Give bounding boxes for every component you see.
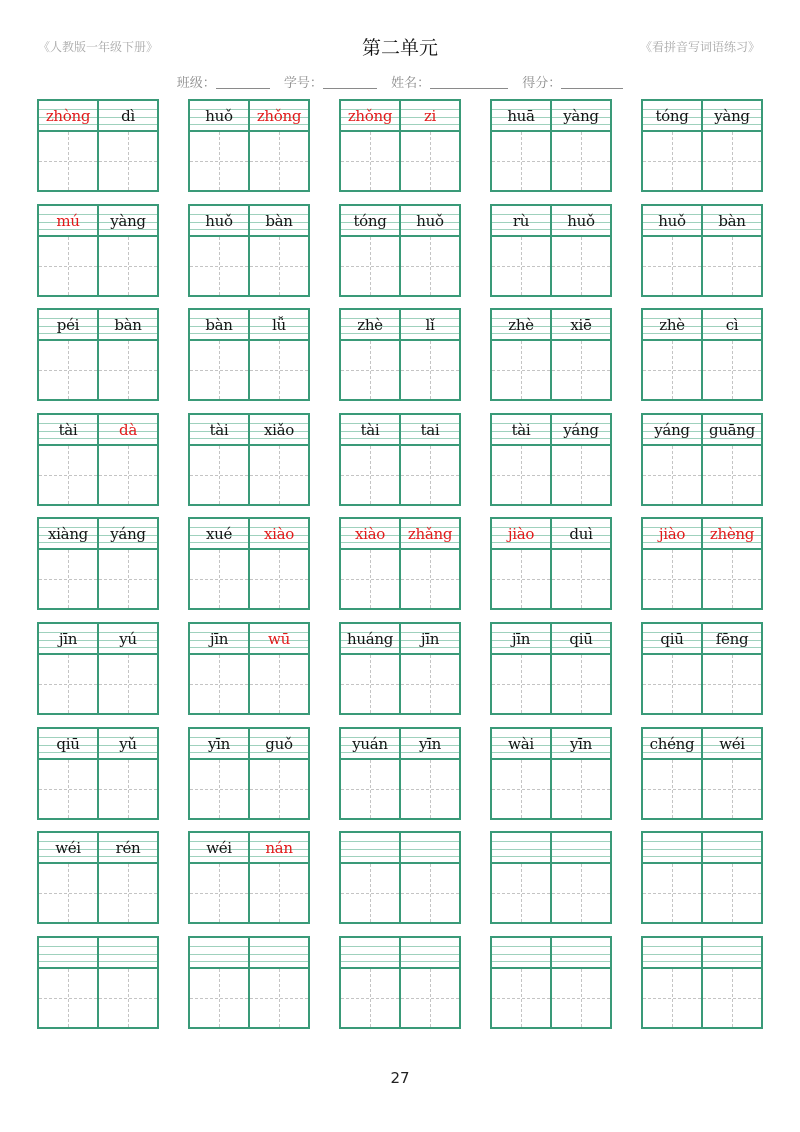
- word-box[interactable]: [339, 622, 461, 715]
- pinyin-syllable: yú: [119, 630, 137, 648]
- tianzige-guide-vertical: [219, 341, 220, 399]
- tianzige-guide-vertical: [370, 864, 371, 922]
- character-divider: [701, 938, 703, 1027]
- tianzige-guide-horizontal: [492, 579, 610, 580]
- tianzige-guide-vertical: [430, 864, 431, 922]
- character-divider: [701, 833, 703, 922]
- pinyin-syllable: zhǒng: [256, 107, 302, 125]
- word-box[interactable]: [37, 727, 159, 820]
- pinyin-syllable: yáng: [110, 525, 146, 543]
- tianzige-guide-vertical: [370, 969, 371, 1027]
- pinyin-syllable: zhèng: [709, 525, 755, 543]
- tianzige-guide-vertical: [430, 655, 431, 713]
- tianzige-guide-vertical: [521, 132, 522, 190]
- pinyin-syllable: yīn: [207, 735, 231, 753]
- pinyin-syllable: xiào: [263, 525, 295, 543]
- tianzige-guide-vertical: [581, 132, 582, 190]
- tianzige-guide-horizontal: [190, 266, 308, 267]
- tianzige-guide-horizontal: [643, 893, 761, 894]
- tianzige-guide-horizontal: [39, 684, 157, 685]
- tianzige-guide-vertical: [68, 237, 69, 295]
- tianzige-guide-vertical: [672, 550, 673, 608]
- pinyin-syllable: huā: [507, 107, 535, 125]
- tianzige-guide-horizontal: [39, 266, 157, 267]
- tianzige-guide-horizontal: [190, 370, 308, 371]
- worksheet-type-label: 《看拼音写词语练习》: [639, 40, 760, 54]
- score-field-label: 得分：: [522, 76, 562, 91]
- tianzige-guide-horizontal: [492, 998, 610, 999]
- tianzige-guide-horizontal: [643, 789, 761, 790]
- tianzige-guide-vertical: [581, 341, 582, 399]
- pinyin-syllable: huǒ: [205, 212, 233, 230]
- tianzige-guide-horizontal: [190, 161, 308, 162]
- word-box[interactable]: [641, 831, 763, 924]
- pinyin-syllable: yīn: [569, 735, 593, 753]
- pinyin-syllable: wéi: [55, 839, 81, 857]
- word-box[interactable]: [641, 308, 763, 401]
- tianzige-guide-vertical: [68, 655, 69, 713]
- tianzige-guide-vertical: [581, 760, 582, 818]
- pinyin-syllable: zhè: [659, 316, 685, 334]
- tianzige-guide-horizontal: [341, 789, 459, 790]
- pinyin-syllable: bàn: [265, 212, 293, 230]
- tianzige-guide-vertical: [68, 132, 69, 190]
- tianzige-guide-vertical: [128, 969, 129, 1027]
- pinyin-syllable: yuán: [352, 735, 388, 753]
- tianzige-guide-vertical: [128, 655, 129, 713]
- pinyin-syllable: tóng: [655, 107, 689, 125]
- tianzige-guide-vertical: [370, 760, 371, 818]
- word-box[interactable]: [188, 622, 310, 715]
- tianzige-guide-vertical: [732, 132, 733, 190]
- tianzige-guide-vertical: [370, 655, 371, 713]
- character-divider: [399, 938, 401, 1027]
- word-box[interactable]: [641, 204, 763, 297]
- word-box[interactable]: [339, 413, 461, 506]
- pinyin-syllable: yīn: [418, 735, 442, 753]
- pinyin-syllable: péi: [56, 316, 80, 334]
- pinyin-syllable: huǒ: [567, 212, 595, 230]
- tianzige-guide-vertical: [128, 132, 129, 190]
- pinyin-syllable: jīn: [420, 630, 440, 648]
- pinyin-syllable: wéi: [206, 839, 232, 857]
- tianzige-guide-vertical: [128, 341, 129, 399]
- tianzige-guide-vertical: [521, 446, 522, 504]
- tianzige-guide-vertical: [128, 760, 129, 818]
- pinyin-syllable: guāng: [709, 421, 755, 439]
- pinyin-syllable: tài: [360, 421, 380, 439]
- tianzige-guide-horizontal: [341, 998, 459, 999]
- tianzige-guide-vertical: [581, 864, 582, 922]
- word-box[interactable]: [490, 727, 612, 820]
- word-box[interactable]: [37, 413, 159, 506]
- tianzige-guide-vertical: [732, 864, 733, 922]
- tianzige-guide-vertical: [430, 760, 431, 818]
- tianzige-guide-horizontal: [190, 475, 308, 476]
- tianzige-guide-vertical: [672, 655, 673, 713]
- score-field-blank[interactable]: [561, 76, 623, 89]
- word-box[interactable]: [641, 517, 763, 610]
- word-box[interactable]: [490, 413, 612, 506]
- tianzige-guide-vertical: [672, 864, 673, 922]
- tianzige-guide-horizontal: [341, 579, 459, 580]
- word-box[interactable]: [188, 831, 310, 924]
- tianzige-guide-horizontal: [341, 161, 459, 162]
- tianzige-guide-horizontal: [643, 161, 761, 162]
- tianzige-guide-vertical: [581, 969, 582, 1027]
- tianzige-guide-vertical: [128, 864, 129, 922]
- pinyin-syllable: rén: [115, 839, 141, 857]
- tianzige-guide-vertical: [672, 446, 673, 504]
- name-field-blank[interactable]: [430, 76, 508, 89]
- pinyin-syllable: xiē: [570, 316, 592, 334]
- pinyin-syllable: xué: [205, 525, 233, 543]
- word-box[interactable]: [188, 413, 310, 506]
- tianzige-guide-vertical: [521, 969, 522, 1027]
- student-number-field-label: 学号：: [283, 76, 323, 91]
- page-number: 27: [390, 1069, 410, 1087]
- pinyin-syllable: bàn: [205, 316, 233, 334]
- tianzige-guide-vertical: [732, 550, 733, 608]
- pinyin-syllable: zhè: [508, 316, 534, 334]
- pinyin-syllable: yàng: [110, 212, 146, 230]
- tianzige-guide-horizontal: [492, 161, 610, 162]
- page-title: 第二单元: [361, 37, 438, 59]
- pinyin-syllable: bàn: [718, 212, 746, 230]
- tianzige-guide-vertical: [521, 550, 522, 608]
- pinyin-syllable: lǚ: [272, 316, 286, 334]
- pinyin-syllable: huǒ: [658, 212, 686, 230]
- tianzige-guide-vertical: [521, 341, 522, 399]
- book-edition-label: 《人教版一年级下册》: [38, 40, 159, 54]
- tianzige-guide-vertical: [279, 969, 280, 1027]
- tianzige-guide-vertical: [128, 446, 129, 504]
- pinyin-syllable: yáng: [654, 421, 690, 439]
- pinyin-syllable: zhòng: [45, 107, 91, 125]
- tianzige-guide-horizontal: [643, 475, 761, 476]
- word-box[interactable]: [641, 413, 763, 506]
- word-box[interactable]: [339, 99, 461, 192]
- character-divider: [97, 938, 99, 1027]
- word-box[interactable]: [37, 517, 159, 610]
- character-divider: [550, 938, 552, 1027]
- pinyin-syllable: fēng: [715, 630, 749, 648]
- word-box[interactable]: [641, 936, 763, 1029]
- tianzige-guide-horizontal: [39, 370, 157, 371]
- class-field-blank[interactable]: [216, 76, 270, 89]
- tianzige-guide-horizontal: [190, 684, 308, 685]
- class-field-label: 班级：: [176, 76, 216, 91]
- tianzige-guide-vertical: [732, 341, 733, 399]
- tianzige-guide-horizontal: [492, 789, 610, 790]
- tianzige-guide-horizontal: [492, 684, 610, 685]
- word-box[interactable]: [490, 99, 612, 192]
- tianzige-guide-vertical: [219, 760, 220, 818]
- word-box[interactable]: [188, 308, 310, 401]
- pinyin-syllable: wéi: [719, 735, 745, 753]
- pinyin-syllable: jīn: [511, 630, 531, 648]
- word-box[interactable]: [188, 517, 310, 610]
- pinyin-syllable: xiǎo: [263, 421, 295, 439]
- tianzige-guide-vertical: [279, 132, 280, 190]
- tianzige-guide-horizontal: [643, 998, 761, 999]
- tianzige-guide-vertical: [521, 237, 522, 295]
- tianzige-guide-vertical: [370, 132, 371, 190]
- tianzige-guide-vertical: [732, 237, 733, 295]
- pinyin-syllable: dà: [119, 421, 137, 439]
- pinyin-syllable: cì: [725, 316, 739, 334]
- tianzige-guide-horizontal: [190, 789, 308, 790]
- tianzige-guide-vertical: [219, 550, 220, 608]
- word-box[interactable]: [490, 831, 612, 924]
- pinyin-syllable: nán: [265, 839, 293, 857]
- word-box[interactable]: [339, 517, 461, 610]
- pinyin-syllable: rù: [512, 212, 530, 230]
- tianzige-guide-vertical: [581, 655, 582, 713]
- tianzige-guide-vertical: [219, 969, 220, 1027]
- tianzige-guide-horizontal: [492, 266, 610, 267]
- tianzige-guide-vertical: [279, 550, 280, 608]
- word-box[interactable]: [641, 622, 763, 715]
- tianzige-guide-horizontal: [643, 684, 761, 685]
- tianzige-guide-horizontal: [39, 789, 157, 790]
- tianzige-guide-vertical: [68, 446, 69, 504]
- tianzige-guide-vertical: [68, 550, 69, 608]
- pinyin-syllable: lǐ: [425, 316, 435, 334]
- tianzige-guide-vertical: [370, 550, 371, 608]
- pinyin-syllable: xiào: [354, 525, 386, 543]
- pinyin-syllable: huǒ: [416, 212, 444, 230]
- tianzige-guide-vertical: [732, 446, 733, 504]
- pinyin-syllable: jiào: [507, 525, 535, 543]
- name-field: [391, 72, 508, 91]
- pinyin-syllable: jīn: [58, 630, 78, 648]
- pinyin-syllable: zhǒng: [347, 107, 393, 125]
- tianzige-guide-horizontal: [190, 579, 308, 580]
- student-number-field: [284, 72, 377, 91]
- word-box[interactable]: [188, 204, 310, 297]
- tianzige-guide-vertical: [430, 237, 431, 295]
- pinyin-syllable: tài: [209, 421, 229, 439]
- tianzige-guide-horizontal: [341, 370, 459, 371]
- tianzige-guide-vertical: [581, 237, 582, 295]
- word-box[interactable]: [37, 831, 159, 924]
- writing-grid: [37, 99, 763, 1029]
- word-box[interactable]: [339, 831, 461, 924]
- tianzige-guide-vertical: [128, 237, 129, 295]
- tianzige-guide-horizontal: [492, 893, 610, 894]
- word-box[interactable]: [641, 99, 763, 192]
- pinyin-syllable: yàng: [563, 107, 599, 125]
- tianzige-guide-horizontal: [341, 893, 459, 894]
- pinyin-syllable: huáng: [346, 630, 394, 648]
- tianzige-guide-vertical: [732, 760, 733, 818]
- pinyin-syllable: yàng: [714, 107, 750, 125]
- word-box[interactable]: [37, 99, 159, 192]
- pinyin-syllable: zhǎng: [407, 525, 453, 543]
- tianzige-guide-vertical: [521, 864, 522, 922]
- tianzige-guide-vertical: [279, 864, 280, 922]
- pinyin-syllable: chéng: [649, 735, 695, 753]
- word-box[interactable]: [188, 99, 310, 192]
- pinyin-syllable: bàn: [114, 316, 142, 334]
- word-box[interactable]: [490, 204, 612, 297]
- word-box[interactable]: [339, 936, 461, 1029]
- character-divider: [399, 833, 401, 922]
- tianzige-guide-horizontal: [492, 475, 610, 476]
- tianzige-guide-vertical: [581, 550, 582, 608]
- word-box[interactable]: [37, 622, 159, 715]
- student-info-fields: [0, 72, 800, 91]
- word-box[interactable]: [188, 936, 310, 1029]
- tianzige-guide-vertical: [219, 864, 220, 922]
- tianzige-guide-vertical: [370, 237, 371, 295]
- tianzige-guide-horizontal: [492, 370, 610, 371]
- pinyin-syllable: jīn: [209, 630, 229, 648]
- tianzige-guide-horizontal: [39, 161, 157, 162]
- tianzige-guide-horizontal: [39, 579, 157, 580]
- tianzige-guide-vertical: [732, 655, 733, 713]
- pinyin-syllable: tài: [511, 421, 531, 439]
- tianzige-guide-vertical: [672, 760, 673, 818]
- tianzige-guide-vertical: [219, 446, 220, 504]
- tianzige-guide-horizontal: [341, 475, 459, 476]
- pinyin-syllable: wū: [268, 630, 290, 648]
- pinyin-syllable: duì: [569, 525, 593, 543]
- tianzige-guide-vertical: [430, 550, 431, 608]
- tianzige-guide-vertical: [68, 864, 69, 922]
- word-box[interactable]: [641, 727, 763, 820]
- tianzige-guide-horizontal: [190, 998, 308, 999]
- tianzige-guide-vertical: [430, 132, 431, 190]
- tianzige-guide-vertical: [430, 341, 431, 399]
- tianzige-guide-vertical: [370, 446, 371, 504]
- word-box[interactable]: [188, 727, 310, 820]
- tianzige-guide-vertical: [128, 550, 129, 608]
- tianzige-guide-vertical: [581, 446, 582, 504]
- word-box[interactable]: [339, 727, 461, 820]
- tianzige-guide-horizontal: [643, 266, 761, 267]
- tianzige-guide-vertical: [672, 132, 673, 190]
- tianzige-guide-vertical: [430, 969, 431, 1027]
- pinyin-syllable: wài: [508, 735, 534, 753]
- pinyin-syllable: jiào: [658, 525, 686, 543]
- tianzige-guide-horizontal: [341, 266, 459, 267]
- tianzige-guide-vertical: [219, 237, 220, 295]
- pinyin-syllable: dì: [121, 107, 135, 125]
- tianzige-guide-vertical: [672, 237, 673, 295]
- word-box[interactable]: [37, 204, 159, 297]
- pinyin-syllable: tài: [58, 421, 78, 439]
- tianzige-guide-vertical: [370, 341, 371, 399]
- word-box[interactable]: [490, 308, 612, 401]
- pinyin-syllable: xiàng: [48, 525, 88, 543]
- tianzige-guide-horizontal: [39, 998, 157, 999]
- class-field: [177, 72, 270, 91]
- tianzige-guide-horizontal: [341, 684, 459, 685]
- tianzige-guide-vertical: [521, 760, 522, 818]
- word-box[interactable]: [490, 517, 612, 610]
- tianzige-guide-vertical: [279, 760, 280, 818]
- tianzige-guide-vertical: [68, 341, 69, 399]
- tianzige-guide-vertical: [430, 446, 431, 504]
- tianzige-guide-vertical: [279, 655, 280, 713]
- word-box[interactable]: [37, 308, 159, 401]
- word-box[interactable]: [339, 204, 461, 297]
- pinyin-syllable: tai: [420, 421, 440, 439]
- character-divider: [248, 938, 250, 1027]
- tianzige-guide-horizontal: [39, 475, 157, 476]
- tianzige-guide-vertical: [279, 341, 280, 399]
- student-number-field-blank[interactable]: [323, 76, 377, 89]
- word-box[interactable]: [490, 936, 612, 1029]
- character-divider: [550, 833, 552, 922]
- tianzige-guide-vertical: [279, 446, 280, 504]
- tianzige-guide-vertical: [219, 655, 220, 713]
- tianzige-guide-horizontal: [39, 893, 157, 894]
- pinyin-syllable: yáng: [563, 421, 599, 439]
- tianzige-guide-vertical: [521, 655, 522, 713]
- word-box[interactable]: [490, 622, 612, 715]
- pinyin-syllable: zhè: [357, 316, 383, 334]
- score-field: [522, 72, 623, 91]
- pinyin-syllable: qiū: [660, 630, 684, 648]
- tianzige-guide-horizontal: [643, 370, 761, 371]
- pinyin-syllable: guǒ: [265, 735, 293, 753]
- name-field-label: 姓名：: [391, 76, 431, 91]
- tianzige-guide-vertical: [672, 969, 673, 1027]
- pinyin-syllable: zi: [423, 107, 437, 125]
- pinyin-syllable: mú: [56, 212, 80, 230]
- word-box[interactable]: [339, 308, 461, 401]
- pinyin-syllable: yǔ: [119, 735, 137, 753]
- tianzige-guide-vertical: [732, 969, 733, 1027]
- tianzige-guide-vertical: [279, 237, 280, 295]
- tianzige-guide-vertical: [68, 969, 69, 1027]
- pinyin-syllable: qiū: [56, 735, 80, 753]
- tianzige-guide-horizontal: [190, 893, 308, 894]
- pinyin-syllable: tóng: [353, 212, 387, 230]
- tianzige-guide-vertical: [68, 760, 69, 818]
- tianzige-guide-horizontal: [643, 579, 761, 580]
- word-box[interactable]: [37, 936, 159, 1029]
- pinyin-syllable: huǒ: [205, 107, 233, 125]
- tianzige-guide-vertical: [219, 132, 220, 190]
- pinyin-syllable: qiū: [569, 630, 593, 648]
- tianzige-guide-vertical: [672, 341, 673, 399]
